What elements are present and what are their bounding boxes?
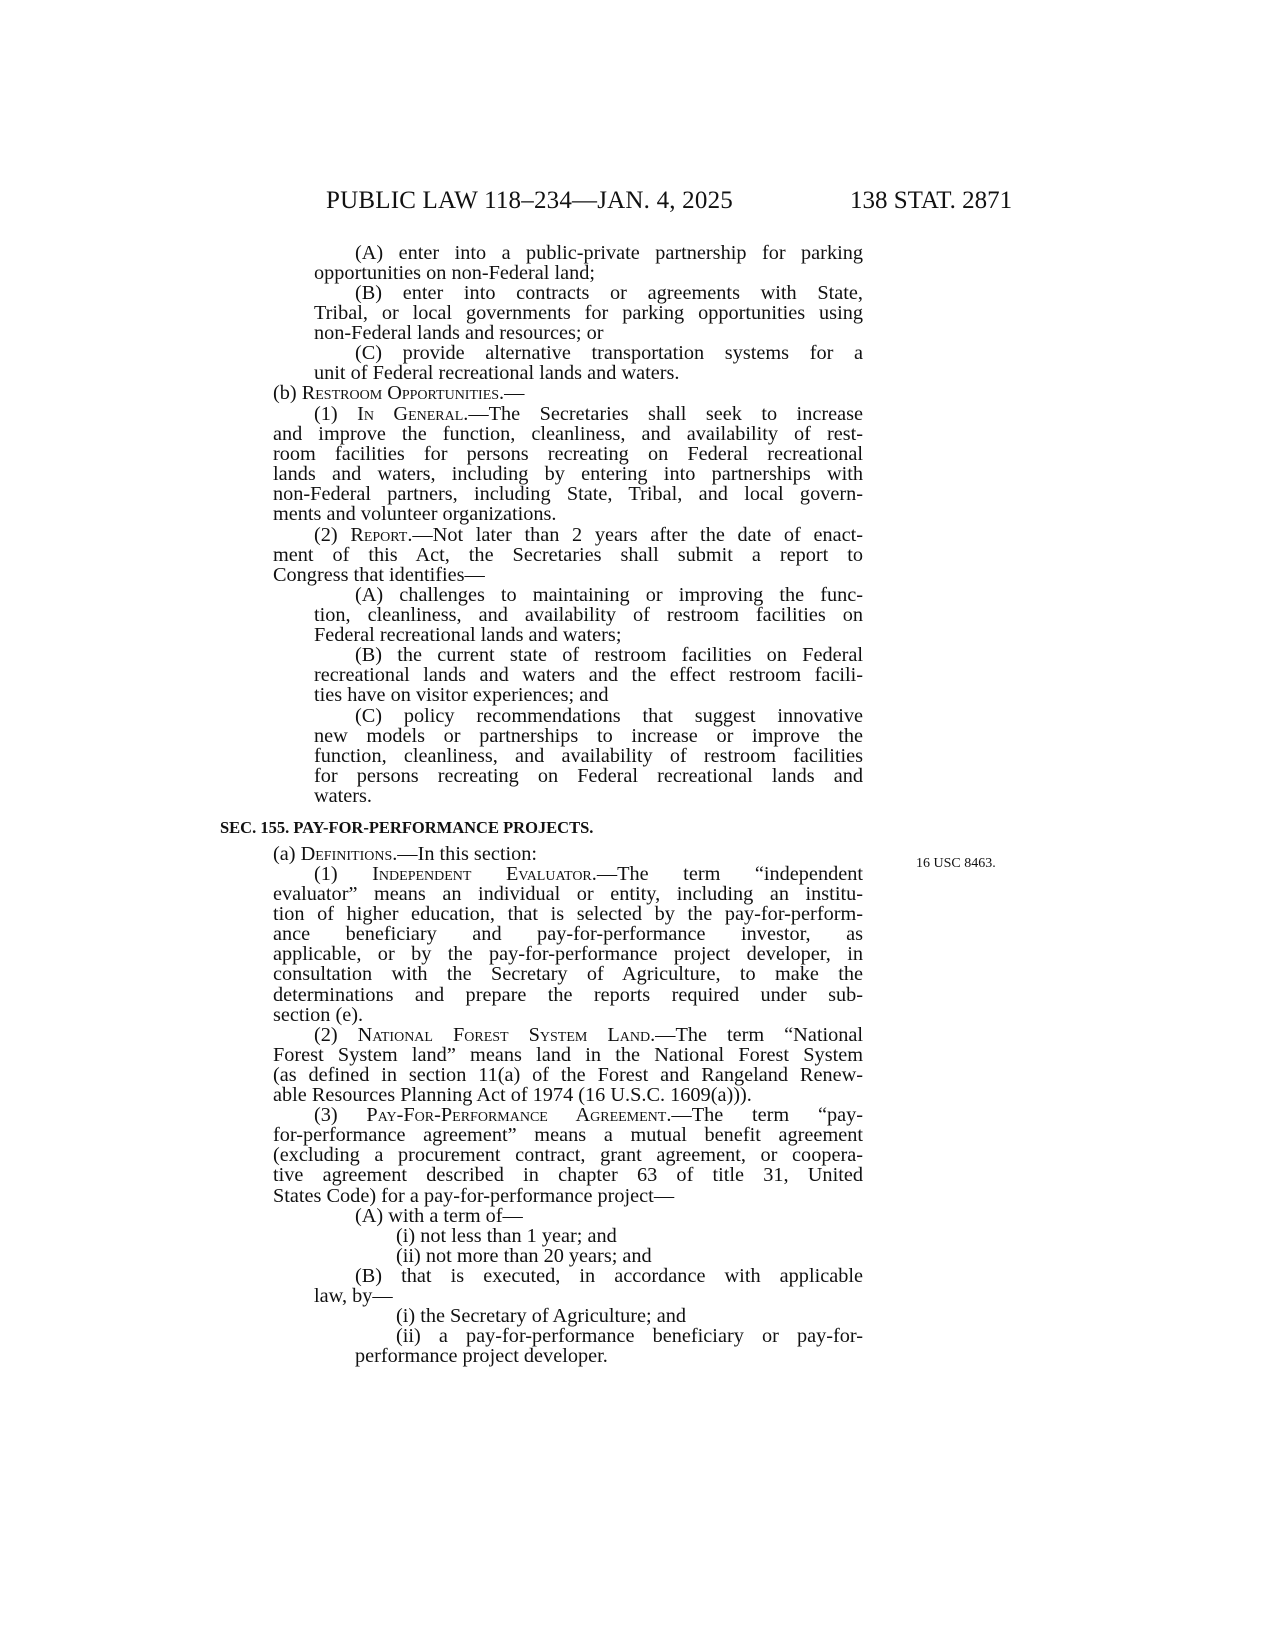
statute-line: (3) Pay-For-Performance Agreement.—The term “pay-: [314, 1105, 863, 1126]
statute-line: tive agreement described in chapter 63 of title 31, United: [273, 1165, 863, 1186]
statute-line: section (e).: [273, 1004, 364, 1026]
statute-line: (A) with a term of—: [355, 1205, 523, 1227]
statute-line: Tribal, or local governments for parking opportunities using: [314, 303, 863, 324]
statute-line: and improve the function, cleanliness, and availability of rest-: [273, 424, 863, 445]
statute-line: (ii) not more than 20 years; and: [396, 1245, 652, 1267]
statute-line: evaluator” means an individual or entity, including an institu-: [273, 884, 863, 905]
statute-line: (C) provide alternative transportation systems for a: [355, 343, 863, 364]
statute-line: tion of higher education, that is selected by the pay-for-perform-: [273, 904, 863, 925]
statute-line: (i) not less than 1 year; and: [396, 1225, 617, 1247]
statute-line: unit of Federal recreational lands and waters.: [314, 362, 680, 384]
statute-line: (C) policy recommendations that suggest innovative: [355, 706, 863, 727]
statute-line: (2) National Forest System Land.—The term “National: [314, 1025, 863, 1046]
statute-line: performance project developer.: [355, 1345, 608, 1367]
statute-line: law, by—: [314, 1285, 393, 1307]
statute-line: room facilities for persons recreating on Federal recreational: [273, 444, 863, 465]
statute-line: (B) the current state of restroom facilities on Federal: [355, 645, 863, 666]
statute-line: for-performance agreement” means a mutual benefit agreement: [273, 1125, 863, 1146]
statute-line: (i) the Secretary of Agriculture; and: [396, 1305, 687, 1327]
statute-line: non-Federal lands and resources; or: [314, 322, 604, 344]
statute-line: Federal recreational lands and waters;: [314, 624, 622, 646]
statute-line: ments and volunteer organizations.: [273, 503, 557, 525]
section-heading: SEC. 155. PAY-FOR-PERFORMANCE PROJECTS.: [220, 818, 594, 837]
statute-line: ment of this Act, the Secretaries shall submit a report to: [273, 545, 863, 566]
statute-line: (B) that is executed, in accordance with applicable: [355, 1266, 863, 1287]
page-header-stat-page: 138 STAT. 2871: [850, 187, 1013, 214]
statute-line: determinations and prepare the reports required under sub-: [273, 985, 863, 1006]
statute-line: applicable, or by the pay-for-performance project developer, in: [273, 944, 863, 965]
statute-line: recreational lands and waters and the effect restroom facili-: [314, 665, 863, 686]
statute-line: (A) enter into a public-private partnership for parking: [355, 243, 863, 264]
statute-line: waters.: [314, 785, 373, 807]
statute-line: ance beneficiary and pay-for-performance investor, as: [273, 924, 863, 945]
statute-line: (b) Restroom Opportunities.—: [273, 382, 525, 404]
statute-line: Forest System land” means land in the National Forest System: [273, 1045, 863, 1066]
statute-line: (ii) a pay-for-performance beneficiary or pay-for-: [396, 1326, 863, 1347]
statute-line: for persons recreating on Federal recreational lands and: [314, 766, 863, 787]
statute-line: able Resources Planning Act of 1974 (16 U.S.C. 1609(a))).: [273, 1084, 752, 1106]
statute-line: (B) enter into contracts or agreements with State,: [355, 283, 863, 304]
statute-line: function, cleanliness, and availability of restroom facilities: [314, 746, 863, 767]
statute-line: (excluding a procurement contract, grant agreement, or coopera-: [273, 1145, 863, 1166]
statute-line: Congress that identifies—: [273, 564, 485, 586]
margin-citation: 16 USC 8463.: [916, 856, 996, 871]
statute-line: consultation with the Secretary of Agriculture, to make the: [273, 964, 863, 985]
statute-line: (a) Definitions.—In this section:: [273, 843, 538, 865]
statute-line: new models or partnerships to increase or improve the: [314, 726, 863, 747]
statute-line: (1) Independent Evaluator.—The term “independent: [314, 864, 863, 885]
statute-line: (1) In General.—The Secretaries shall seek to increase: [314, 404, 863, 425]
statute-line: States Code) for a pay-for-performance project—: [273, 1185, 675, 1207]
statute-line: non-Federal partners, including State, Tribal, and local govern-: [273, 484, 863, 505]
statute-line: (as defined in section 11(a) of the Forest and Rangeland Renew-: [273, 1065, 863, 1086]
statute-line: ties have on visitor experiences; and: [314, 684, 609, 706]
page-header-law-title: PUBLIC LAW 118–234—JAN. 4, 2025: [326, 187, 733, 214]
statute-line: tion, cleanliness, and availability of restroom facilities on: [314, 605, 863, 626]
statute-line: opportunities on non-Federal land;: [314, 262, 596, 284]
statute-line: lands and waters, including by entering into partnerships with: [273, 464, 863, 485]
statute-line: (2) Report.—Not later than 2 years after the date of enact-: [314, 525, 863, 546]
statute-line: (A) challenges to maintaining or improving the func-: [355, 585, 863, 606]
